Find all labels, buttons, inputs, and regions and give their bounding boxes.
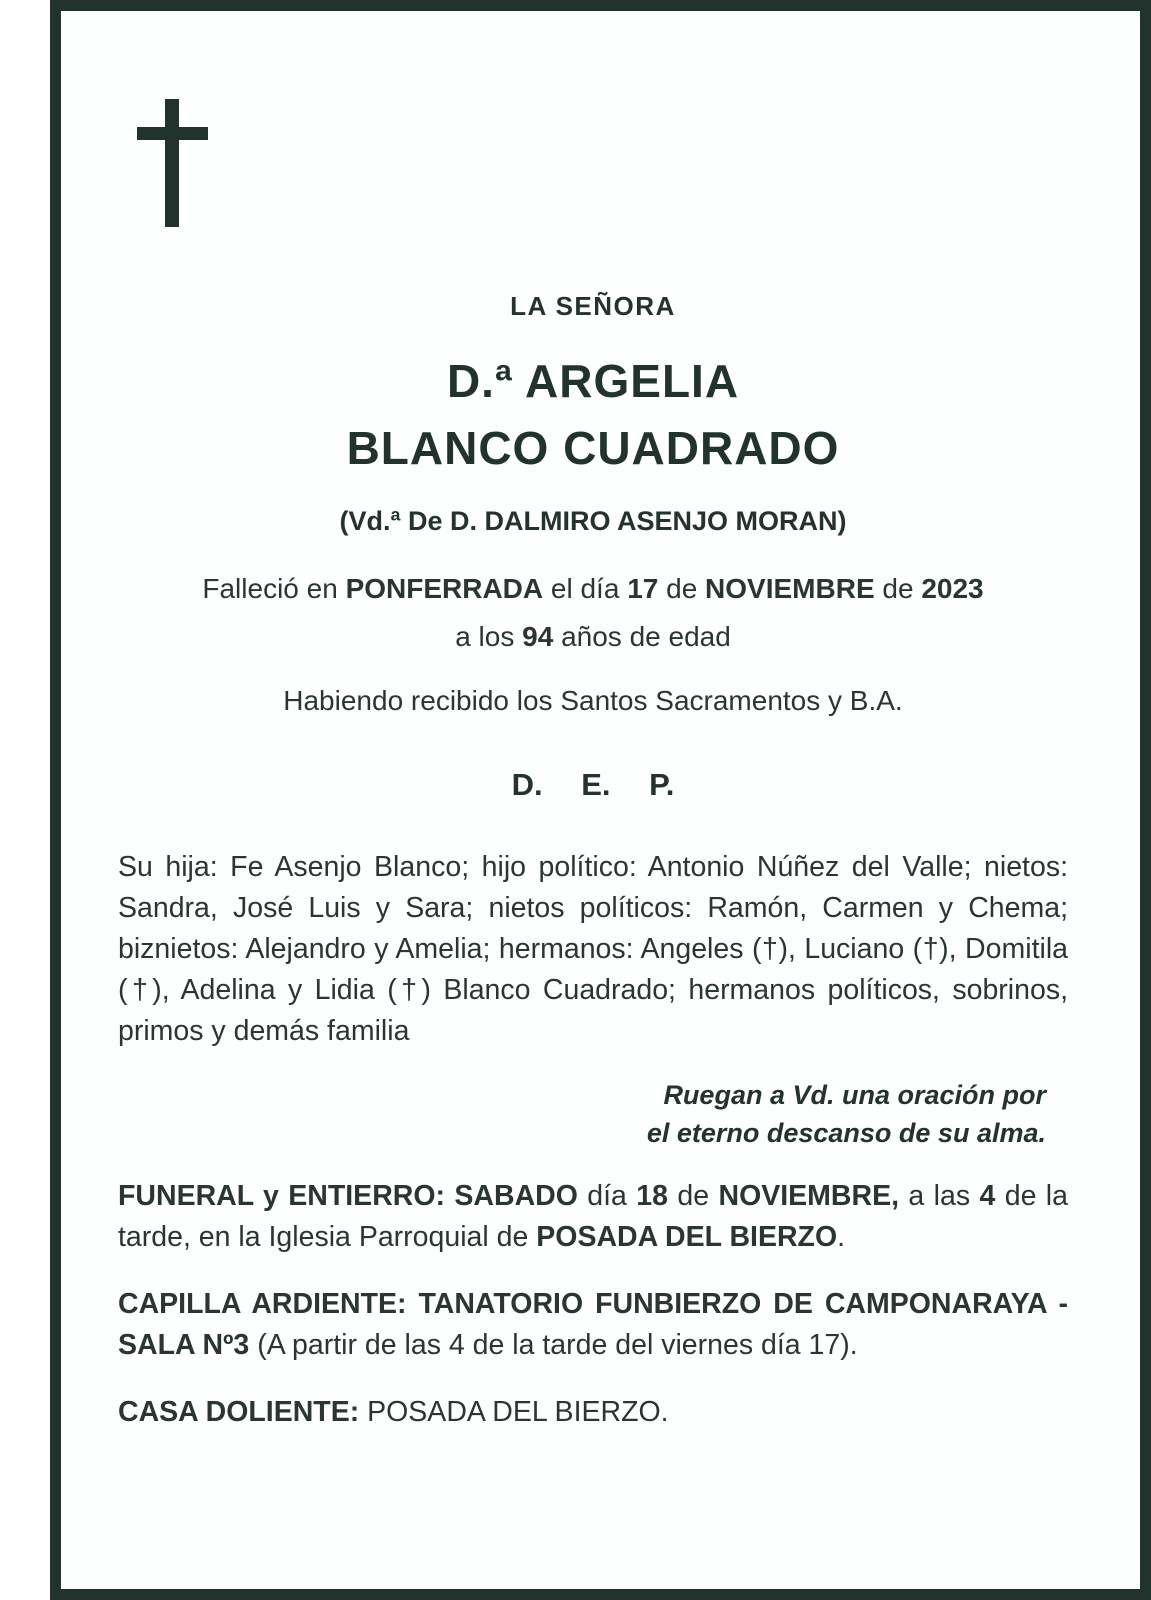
prayer-request (118, 1076, 1068, 1152)
death-day: 17 (627, 573, 659, 604)
chapel-heading: CAPILLA ARDIENTE: TANATORIO FUNBIERZO DE CAMPONARAYA - SALA Nº3 (118, 1288, 1068, 1361)
chapel-text: (A partir de las 4 de la tarde del viernes día 17). (249, 1329, 858, 1361)
death-city: PONFERRADA (345, 573, 544, 604)
cross-vertical-bar (165, 99, 179, 227)
age-value: 94 (522, 621, 554, 652)
death-year: 2023 (921, 573, 984, 604)
funeral-text: de (668, 1180, 719, 1212)
mourning-house-text: POSADA DEL BIERZO. (359, 1396, 669, 1428)
sacraments-line: Habiendo recibido los Santos Sacramentos y B.A. (283, 685, 903, 716)
death-place-date-line (118, 573, 1068, 605)
dep-abbreviation: D. E. P. (511, 767, 675, 802)
death-text: el día (543, 573, 628, 604)
obituary-content (61, 11, 1140, 1433)
funeral-text: a las (899, 1180, 980, 1212)
cross-icon (137, 99, 208, 227)
death-text: Falleció en (202, 573, 346, 604)
deceased-name-line2: BLANCO CUADRADO (346, 422, 840, 474)
funeral-hour: 4 (979, 1180, 996, 1212)
funeral-month: NOVIEMBRE, (718, 1180, 900, 1212)
widow-note: (Vd.ª De D. DALMIRO ASENJO MORAN) (339, 506, 847, 536)
deceased-name-line1: D.ª ARGELIA (446, 355, 740, 407)
death-text: de (658, 573, 706, 604)
funeral-text: día (577, 1180, 637, 1212)
mourning-house-notice (118, 1392, 1068, 1433)
border-frame (50, 0, 1151, 1600)
death-text: de (874, 573, 922, 604)
honorific-title: LA SEÑORA (510, 291, 676, 321)
funeral-text: . (837, 1221, 846, 1253)
deceased-name (118, 348, 1068, 482)
funeral-church-town: POSADA DEL BIERZO (536, 1221, 838, 1253)
funeral-notice (118, 1176, 1068, 1258)
chapel-notice (118, 1284, 1068, 1366)
mourning-house-heading: CASA DOLIENTE: (118, 1396, 360, 1428)
funeral-day: 18 (636, 1180, 668, 1212)
prayer-line2: el eterno descanso de su alma. (646, 1118, 1046, 1148)
age-text: años de edad (553, 621, 731, 652)
funeral-heading: FUNERAL y ENTIERRO: SABADO (118, 1180, 578, 1212)
cross-horizontal-bar (137, 127, 208, 140)
prayer-line1: Ruegan a Vd. una oración por (663, 1080, 1046, 1110)
death-month: NOVIEMBRE (705, 573, 875, 604)
family-paragraph: Su hija: Fe Asenjo Blanco; hijo político: Antonio Núñez del Valle; nietos: Sandra, José Luis y Sara; nietos políticos: Ramón, Carmen y Chema; biznietos: Alejandro y Amelia; hermanos: Angeles (†), Luciano (†), Domitila (†), Adelina y Lidia (†) Blanco Cuadrado; hermanos políticos, sobrinos, primos y demás familia (118, 851, 1068, 1047)
funeral-text: de la tarde, en la Iglesia Parroquial de (118, 1180, 1068, 1253)
age-text: a los (455, 621, 523, 652)
age-line (118, 621, 1068, 653)
